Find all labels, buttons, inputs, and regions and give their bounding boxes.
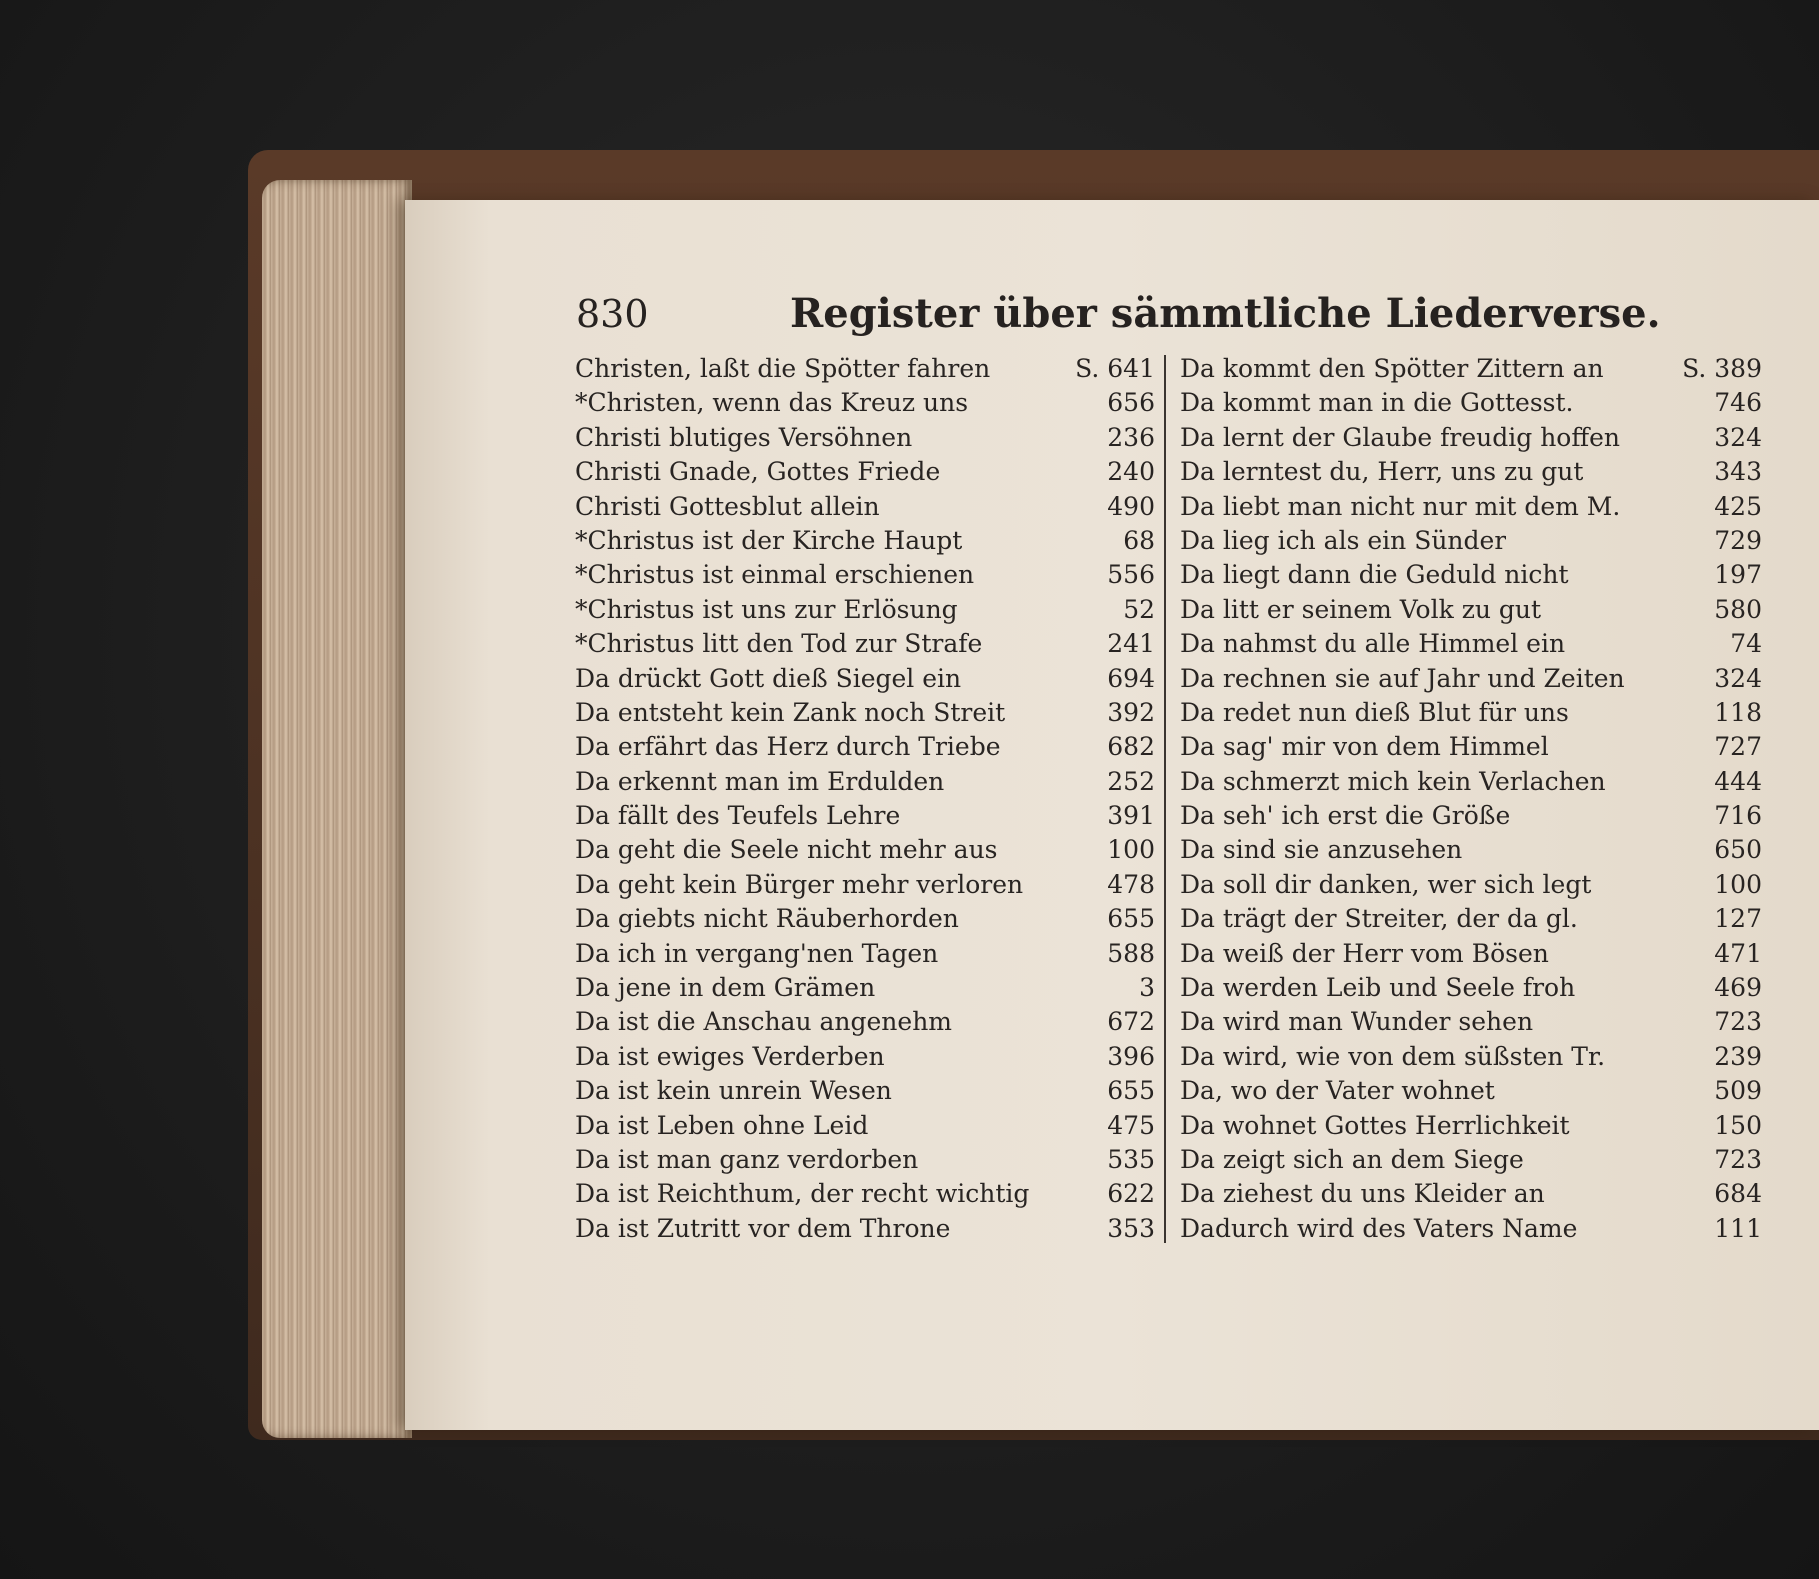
entry-page-number: 150: [1714, 1110, 1762, 1140]
entry-text: Da geht die Seele nicht mehr aus: [575, 835, 998, 865]
entry-text: Da rechnen sie auf Jahr und Zeiten: [1180, 663, 1625, 693]
entry-text: Da lerntest du, Herr, uns zu gut: [1180, 457, 1584, 487]
index-column-right: [1180, 352, 1762, 1252]
entry-page-number: 118: [1714, 697, 1762, 727]
entry-page-number: 240: [1107, 457, 1155, 487]
index-entry: [1180, 799, 1762, 833]
entry-text: Da litt er seinem Volk zu gut: [1180, 594, 1542, 624]
entry-text: Da weiß der Herr vom Bösen: [1180, 938, 1549, 968]
entry-text: Da ziehest du uns Kleider an: [1180, 1179, 1545, 1209]
entry-text: Da seh' ich erst die Größe: [1180, 801, 1511, 831]
entry-text: Christi Gottesblut allein: [575, 491, 880, 521]
index-entry: [1180, 730, 1762, 764]
entry-page-number: 391: [1107, 801, 1155, 831]
entry-text: Da zeigt sich an dem Siege: [1180, 1144, 1524, 1174]
index-entry: [575, 558, 1155, 592]
index-entry: [1180, 524, 1762, 558]
index-entry: [1180, 1109, 1762, 1143]
entry-text: *Christen, wenn das Kreuz uns: [575, 388, 969, 418]
entry-page-number: 252: [1107, 766, 1155, 796]
entry-text: Da fällt des Teufels Lehre: [575, 801, 901, 831]
entry-page-number: 471: [1714, 938, 1762, 968]
entry-text: Da kommt man in die Gottesst.: [1180, 388, 1574, 418]
index-entry: [575, 1005, 1155, 1039]
entry-page-number: 111: [1714, 1213, 1762, 1243]
index-entry: [1180, 868, 1762, 902]
index-entry: [575, 490, 1155, 524]
index-entry: [1180, 490, 1762, 524]
entry-page-number: 694: [1107, 663, 1155, 693]
page-title: Register über sämmtliche Liederverse.: [790, 290, 1661, 337]
entry-page-number: 723: [1714, 1007, 1762, 1037]
entry-page-number: 716: [1714, 801, 1762, 831]
index-entry: [575, 696, 1155, 730]
index-entry: [1180, 937, 1762, 971]
index-entry: [1180, 1074, 1762, 1108]
index-entry: [575, 765, 1155, 799]
entry-text: Da giebts nicht Räuberhorden: [575, 904, 959, 934]
index-entry: [575, 1143, 1155, 1177]
entry-page-number: 535: [1107, 1144, 1155, 1174]
entry-page-number: 650: [1714, 835, 1762, 865]
entry-page-number: 343: [1714, 457, 1762, 487]
index-entry: [575, 730, 1155, 764]
entry-page-number: S. 641: [1075, 354, 1155, 383]
entry-page-number: 444: [1714, 766, 1762, 796]
entry-page-number: 3: [1139, 973, 1155, 1003]
entry-page-number: 74: [1730, 629, 1762, 659]
entry-page-number: 682: [1107, 732, 1155, 762]
entry-page-number: 556: [1107, 560, 1155, 590]
entry-page-number: 236: [1107, 422, 1155, 452]
index-entry: [1180, 1143, 1762, 1177]
index-entry: [575, 455, 1155, 489]
index-entry: [575, 971, 1155, 1005]
entry-text: Da wohnet Gottes Herrlichkeit: [1180, 1110, 1570, 1140]
entry-text: Da ist kein unrein Wesen: [575, 1076, 892, 1106]
index-entry: [575, 662, 1155, 696]
entry-page-number: 100: [1714, 869, 1762, 899]
entry-page-number: 655: [1107, 1076, 1155, 1106]
index-entry: [1180, 902, 1762, 936]
index-entry: [1180, 765, 1762, 799]
entry-page-number: 723: [1714, 1144, 1762, 1174]
entry-text: Da liebt man nicht nur mit dem M.: [1180, 491, 1621, 521]
index-entry: [575, 524, 1155, 558]
entry-page-number: 127: [1714, 904, 1762, 934]
index-entry: [575, 352, 1155, 386]
entry-page-number: 478: [1107, 869, 1155, 899]
entry-text: Da erkennt man im Erdulden: [575, 766, 945, 796]
entry-page-number: 197: [1714, 560, 1762, 590]
entry-page-number: 353: [1107, 1213, 1155, 1243]
entry-text: Da redet nun dieß Blut für uns: [1180, 697, 1569, 727]
index-entry: [575, 593, 1155, 627]
index-entry: [575, 902, 1155, 936]
entry-page-number: 425: [1714, 491, 1762, 521]
entry-text: Da wird man Wunder sehen: [1180, 1007, 1534, 1037]
entry-text: Da schmerzt mich kein Verlachen: [1180, 766, 1606, 796]
entry-page-number: 392: [1107, 697, 1155, 727]
index-entry: [1180, 455, 1762, 489]
entry-text: *Christus ist der Kirche Haupt: [575, 525, 963, 555]
entry-text: Da sind sie anzusehen: [1180, 835, 1463, 865]
index-entry: [575, 1177, 1155, 1211]
entry-page-number: 580: [1714, 594, 1762, 624]
entry-page-number: 52: [1123, 594, 1155, 624]
entry-page-number: 469: [1714, 973, 1762, 1003]
entry-page-number: 239: [1714, 1041, 1762, 1071]
page-edges: [262, 180, 412, 1438]
entry-page-number: 475: [1107, 1110, 1155, 1140]
index-entry: [575, 833, 1155, 867]
entry-text: Da erfährt das Herz durch Triebe: [575, 732, 1001, 762]
entry-text: Da jene in dem Grämen: [575, 973, 876, 1003]
entry-page-number: S. 389: [1682, 354, 1762, 383]
index-entry: [575, 1212, 1155, 1246]
entry-page-number: 68: [1123, 525, 1155, 555]
entry-text: Da drückt Gott dieß Siegel ein: [575, 663, 962, 693]
entry-text: Christen, laßt die Spötter fahren: [575, 354, 991, 383]
entry-page-number: 588: [1107, 938, 1155, 968]
entry-page-number: 396: [1107, 1041, 1155, 1071]
entry-text: Da liegt dann die Geduld nicht: [1180, 560, 1569, 590]
index-entry: [575, 868, 1155, 902]
entry-text: Da ich in vergang'nen Tagen: [575, 938, 939, 968]
entry-page-number: 655: [1107, 904, 1155, 934]
entry-text: Da nahmst du alle Himmel ein: [1180, 629, 1566, 659]
entry-page-number: 100: [1107, 835, 1155, 865]
entry-text: Da kommt den Spötter Zittern an: [1180, 354, 1604, 383]
entry-text: *Christus litt den Tod zur Strafe: [575, 629, 983, 659]
entry-text: Da ist man ganz verdorben: [575, 1144, 919, 1174]
page-number: 830: [576, 292, 649, 336]
entry-page-number: 727: [1714, 732, 1762, 762]
index-entry: [575, 386, 1155, 420]
index-entry: [1180, 352, 1762, 386]
index-entry: [1180, 696, 1762, 730]
entry-text: Da geht kein Bürger mehr verloren: [575, 869, 1024, 899]
index-entry: [575, 627, 1155, 661]
entry-page-number: 490: [1107, 491, 1155, 521]
entry-text: Christi Gnade, Gottes Friede: [575, 457, 941, 487]
entry-page-number: 746: [1714, 388, 1762, 418]
index-entry: [575, 421, 1155, 455]
entry-page-number: 324: [1714, 663, 1762, 693]
entry-text: Christi blutiges Versöhnen: [575, 422, 913, 452]
column-divider: [1164, 355, 1166, 1243]
entry-page-number: 656: [1107, 388, 1155, 418]
entry-text: Da ist Leben ohne Leid: [575, 1110, 869, 1140]
index-entry: [1180, 558, 1762, 592]
index-entry: [575, 937, 1155, 971]
entry-text: Da wird, wie von dem süßsten Tr.: [1180, 1041, 1606, 1071]
index-entry: [1180, 627, 1762, 661]
entry-text: Da ist die Anschau angenehm: [575, 1007, 953, 1037]
index-entry: [1180, 1212, 1762, 1246]
entry-page-number: 684: [1714, 1179, 1762, 1209]
entry-text: Da sag' mir von dem Himmel: [1180, 732, 1549, 762]
entry-page-number: 729: [1714, 525, 1762, 555]
index-entry: [575, 1074, 1155, 1108]
index-entry: [1180, 971, 1762, 1005]
index-entry: [575, 799, 1155, 833]
entry-page-number: 622: [1107, 1179, 1155, 1209]
index-entry: [1180, 1040, 1762, 1074]
entry-text: Da, wo der Vater wohnet: [1180, 1076, 1495, 1106]
entry-text: *Christus ist einmal erschienen: [575, 560, 975, 590]
entry-page-number: 509: [1714, 1076, 1762, 1106]
index-entry: [575, 1109, 1155, 1143]
entry-page-number: 324: [1714, 422, 1762, 452]
entry-text: Da lernt der Glaube freudig hoffen: [1180, 422, 1621, 452]
index-column-left: [575, 352, 1155, 1252]
entry-text: Da ist Reichthum, der recht wichtig: [575, 1179, 1030, 1209]
index-entry: [1180, 421, 1762, 455]
entry-text: Da trägt der Streiter, der da gl.: [1180, 904, 1578, 934]
entry-text: Dadurch wird des Vaters Name: [1180, 1213, 1578, 1243]
entry-text: Da soll dir danken, wer sich legt: [1180, 869, 1592, 899]
entry-page-number: 672: [1107, 1007, 1155, 1037]
entry-text: *Christus ist uns zur Erlösung: [575, 594, 958, 624]
index-entry: [1180, 662, 1762, 696]
entry-page-number: 241: [1107, 629, 1155, 659]
entry-text: Da lieg ich als ein Sünder: [1180, 525, 1507, 555]
index-entry: [1180, 833, 1762, 867]
index-entry: [1180, 386, 1762, 420]
index-entry: [1180, 593, 1762, 627]
entry-text: Da werden Leib und Seele froh: [1180, 973, 1576, 1003]
index-entry: [575, 1040, 1155, 1074]
entry-text: Da ist ewiges Verderben: [575, 1041, 885, 1071]
entry-text: Da ist Zutritt vor dem Throne: [575, 1213, 951, 1243]
index-entry: [1180, 1005, 1762, 1039]
entry-text: Da entsteht kein Zank noch Streit: [575, 697, 1006, 727]
index-entry: [1180, 1177, 1762, 1211]
